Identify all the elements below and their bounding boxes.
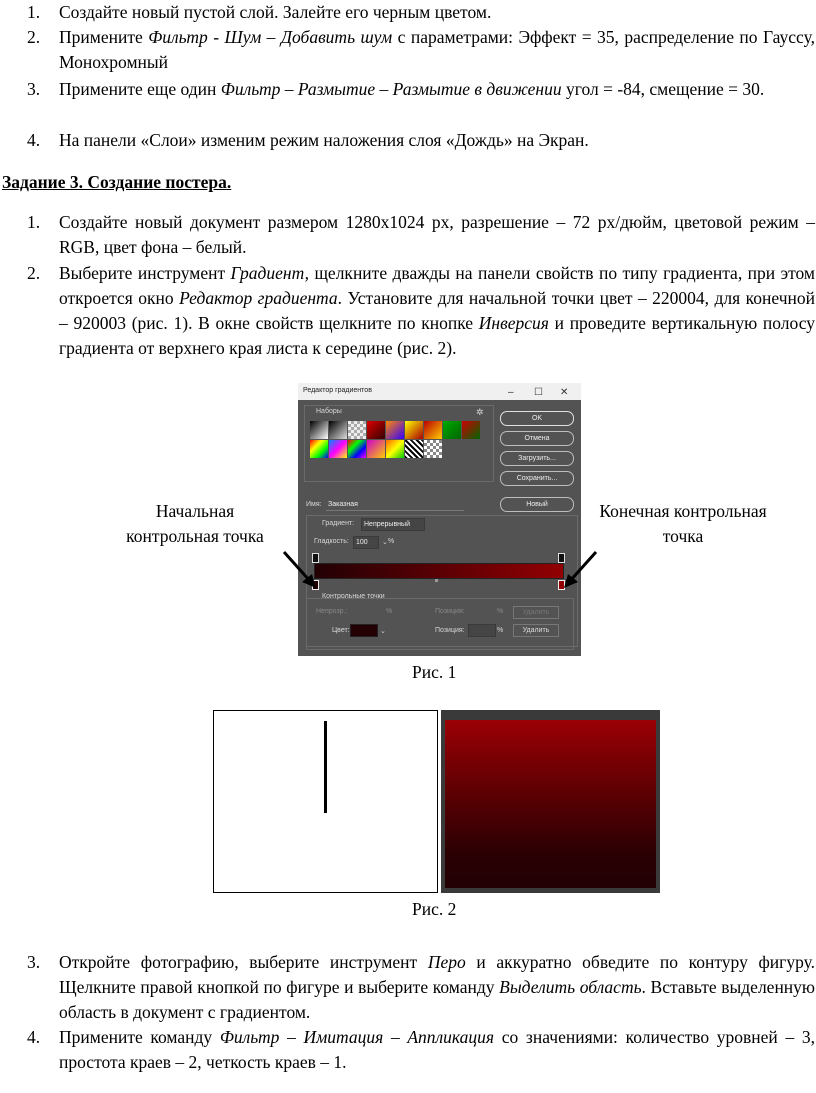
list-text: Создайте новый документ размером 1280х1024 px, разрешение – 72 px/дюйм, цветовой режим – RGB, цвет фона – белый. <box>59 212 815 257</box>
color-swatch[interactable] <box>350 624 378 637</box>
preset-swatch[interactable] <box>386 440 404 458</box>
list-number: 4. <box>27 130 41 150</box>
list-text: Примените еще один Фильтр – Размытие – Размытие в движении угол = -84, смещение = 30. <box>59 79 765 99</box>
preset-swatch[interactable] <box>329 440 347 458</box>
name-input[interactable]: Заказная <box>326 499 464 511</box>
gradient-editor-dialog <box>298 383 581 656</box>
preset-swatch[interactable] <box>348 421 366 439</box>
list-number: 3. <box>27 79 41 99</box>
preset-swatch[interactable] <box>443 421 461 439</box>
list-text: Примените команду Фильтр – Имитация – Аппликация со значениями: количество уровней – 3, простота краев – 2, четкость краев – 1. <box>59 1027 815 1072</box>
color-position-label: Позиция: <box>435 627 465 634</box>
maximize-icon[interactable]: ☐ <box>534 387 543 398</box>
list-text: На панели «Слои» изменим режим наложения слоя «Дождь» на Экран. <box>59 130 589 150</box>
percent-sign: % <box>386 608 393 615</box>
stops-label: Контрольные точки <box>322 593 385 600</box>
start-stop-label: Начальная контрольная точка <box>126 501 264 546</box>
preset-swatch[interactable] <box>329 421 347 439</box>
smoothness-label: Гладкость: <box>314 538 349 545</box>
preset-swatch[interactable] <box>405 421 423 439</box>
list-number: 1. <box>27 212 41 232</box>
preset-swatch[interactable] <box>348 440 366 458</box>
chevron-down-icon[interactable]: ⌄ <box>380 628 386 635</box>
load-button[interactable]: Загрузить... <box>500 451 574 466</box>
dialog-title: Редактор градиентов <box>303 387 372 394</box>
gradient-type-label: Градиент: <box>322 520 355 527</box>
percent-sign: % <box>497 608 504 615</box>
ok-button[interactable]: OK <box>500 411 574 426</box>
gradient-result-canvas <box>445 720 656 888</box>
new-button[interactable]: Новый <box>500 497 574 512</box>
delete-opacity-stop-button[interactable]: Удалить <box>513 606 559 619</box>
preset-swatch[interactable] <box>424 440 442 458</box>
delete-color-stop-button[interactable]: Удалить <box>513 624 559 637</box>
gradient-type-select[interactable]: Непрерывный <box>361 518 425 531</box>
cancel-button[interactable]: Отмена <box>500 431 574 446</box>
section-heading: Задание 3. Создание постера. <box>2 172 232 192</box>
gradient-bar[interactable] <box>314 563 564 579</box>
chevron-down-icon[interactable]: ⌄ <box>382 539 388 546</box>
list-number: 2. <box>27 263 41 283</box>
gradient-result-window <box>441 710 660 893</box>
name-label: Имя: <box>306 501 322 508</box>
opacity-position-label: Позиция: <box>435 608 465 615</box>
list-text: Создайте новый пустой слой. Залейте его черным цветом. <box>59 2 492 22</box>
gradient-stroke-canvas <box>213 710 438 893</box>
percent-sign: % <box>497 627 504 634</box>
smoothness-input[interactable]: 100 <box>353 536 379 549</box>
percent-sign: % <box>388 538 395 545</box>
preset-swatch[interactable] <box>405 440 423 458</box>
preset-swatch[interactable] <box>424 421 442 439</box>
minimize-icon[interactable]: – <box>508 387 514 398</box>
midpoint-marker[interactable] <box>435 579 438 582</box>
preset-swatch[interactable] <box>386 421 404 439</box>
list-text: Выберите инструмент Градиент, щелкните дважды на панели свойств по типу градиента, при этом откроется окно Редактор градиента. Установите для начальной точки цвет – 220004, для конечной – 920003 (рис. 1). В окне свойств щелкните по кнопке Инверсия и проведите вертикальную полосу градиента от верхнего края листа к середине (рис. 2). <box>59 263 815 358</box>
arrow-end-icon <box>560 548 600 592</box>
save-button[interactable]: Сохранить... <box>500 471 574 486</box>
position-input[interactable] <box>468 624 496 637</box>
preset-swatch[interactable] <box>367 440 385 458</box>
list-text: Примените Фильтр - Шум – Добавить шум с параметрами: Эффект = 35, распределение по Гауссу, Монохромный <box>59 27 815 72</box>
preset-swatch[interactable] <box>310 421 328 439</box>
list-number: 1. <box>27 2 41 22</box>
gradient-stroke-line <box>324 721 327 813</box>
figure-caption: Рис. 1 <box>412 662 457 682</box>
list-number: 3. <box>27 952 41 972</box>
gear-icon[interactable]: ✲ <box>476 407 484 417</box>
color-label: Цвет: <box>332 627 350 634</box>
presets-label: Наборы <box>316 408 342 415</box>
end-stop-label: Конечная контрольная точка <box>599 501 767 546</box>
figure-caption: Рис. 2 <box>412 899 457 919</box>
list-number: 2. <box>27 27 41 47</box>
preset-swatch[interactable] <box>310 440 328 458</box>
dialog-titlebar <box>298 383 581 400</box>
opacity-label: Непрозр.: <box>316 608 348 615</box>
list-text: Откройте фотографию, выберите инструмент Перо и аккуратно обведите по контуру фигуру. Щелкните правой кнопкой по фигуре и выберите команду Выделить область. Вставьте выделенную область в документ с градиентом. <box>59 952 815 1022</box>
list-number: 4. <box>27 1027 41 1047</box>
preset-swatch[interactable] <box>462 421 480 439</box>
preset-swatch[interactable] <box>367 421 385 439</box>
arrow-start-icon <box>280 548 320 592</box>
close-icon[interactable]: ✕ <box>560 387 569 398</box>
